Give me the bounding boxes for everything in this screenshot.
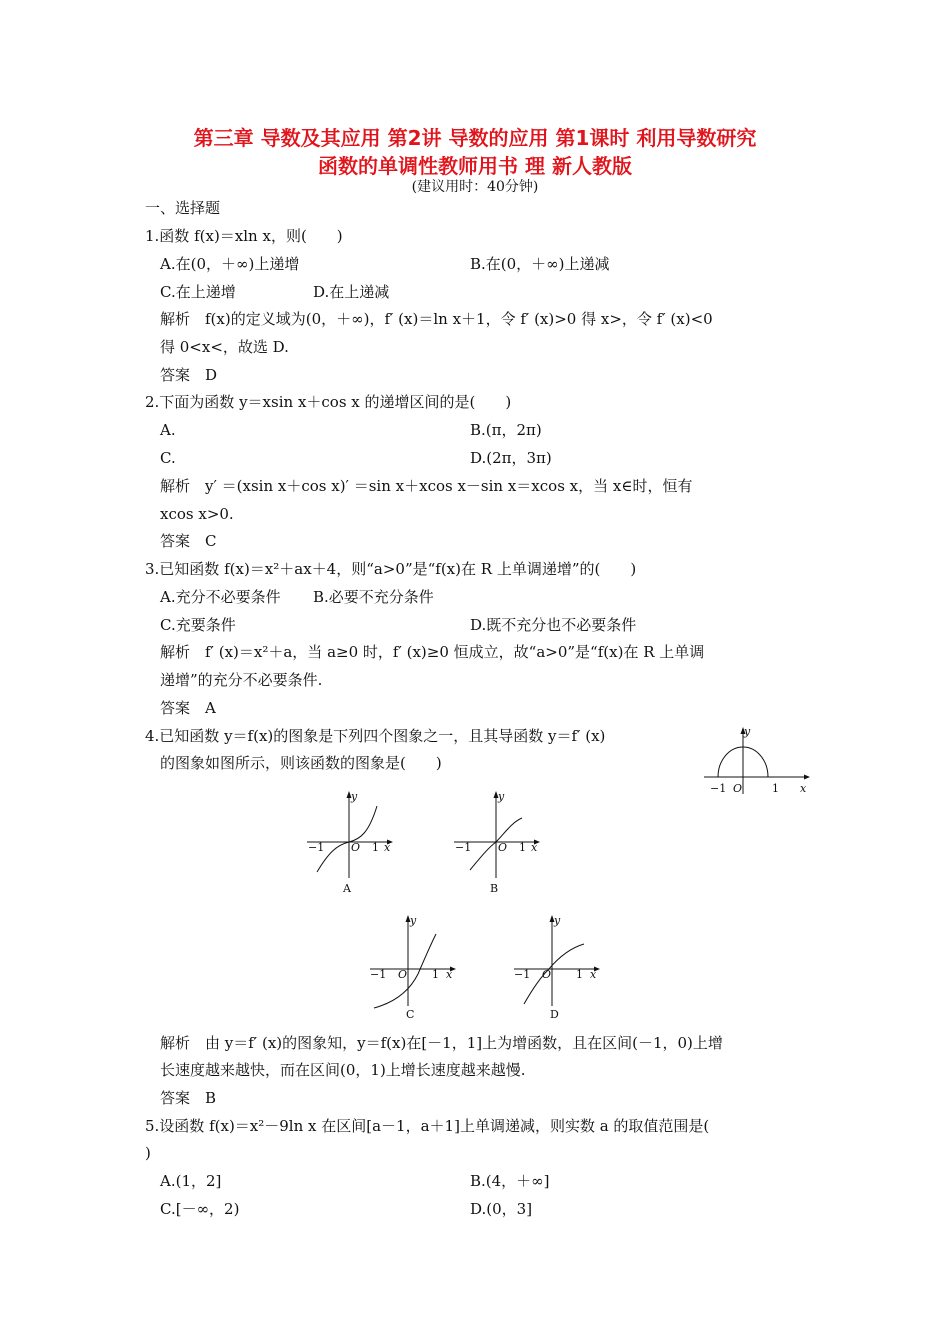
- derivative-origin: O: [733, 782, 743, 795]
- q2-solution-2: xcos x>0.: [160, 505, 234, 523]
- question-5-line-1: 5.设函数 f(x)＝x²－9ln x 在区间[a－1，a＋1]上单调递减，则实数 a 的取值范围是(: [145, 1117, 710, 1135]
- graph-a-caption: A: [343, 882, 351, 895]
- q5-option-c: C.[－∞，2): [160, 1200, 240, 1218]
- graph-c-y-label: y: [410, 914, 417, 927]
- graph-b-tick-neg1: −1: [455, 841, 472, 854]
- section-heading: 一、选择题: [145, 199, 221, 217]
- question-4-line-1: 4.已知函数 y＝f(x)的图象是下列四个图象之一，且其导函数 y＝f′ (x): [145, 727, 606, 745]
- q4-solution-1: 解析 由 y＝f′ (x)的图象知，y＝f(x)在[－1，1]上为增函数，且在区间(－1，0)上增: [160, 1034, 723, 1052]
- q2-option-a: A.: [160, 421, 176, 439]
- q2-option-d: D.(2π，3π): [470, 449, 552, 467]
- graph-a-x-label: x: [384, 841, 391, 854]
- q1-answer: 答案 D: [160, 366, 218, 384]
- q3-solution-2: 递增”的充分不必要条件.: [160, 671, 323, 689]
- graph-c-tick-1: 1: [432, 968, 439, 981]
- graph-a-tick-1: 1: [372, 841, 379, 854]
- derivative-tick-neg1: −1: [710, 782, 727, 795]
- q1-solution-1: 解析 f(x)的定义域为(0，＋∞)，f′ (x)＝ln x＋1，令 f′ (x)>0 得 x>，令 f′ (x)<0: [160, 310, 713, 328]
- graph-a-origin: O: [351, 841, 361, 854]
- title-line-1: 第三章 导数及其应用 第2讲 导数的应用 第1课时 利用导数研究: [193, 126, 757, 150]
- graph-c: [366, 912, 458, 1022]
- graph-c-x-label: x: [446, 968, 453, 981]
- derivative-tick-1: 1: [772, 782, 779, 795]
- question-2: 2.下面为函数 y＝xsin x＋cos x 的递增区间的是( ): [145, 393, 512, 411]
- q3-solution-1: 解析 f′ (x)＝x²＋a，当 a≥0 时，f′ (x)≥0 恒成立，故“a>0”是“f(x)在 R 上单调: [160, 643, 705, 661]
- q5-option-b: B.(4，＋∞]: [470, 1172, 550, 1190]
- graph-c-caption: C: [406, 1008, 415, 1021]
- q3-option-b: B.必要不充分条件: [313, 588, 434, 606]
- question-1: 1.函数 f(x)＝xln x，则( ): [145, 227, 343, 245]
- question-3: 3.已知函数 f(x)＝x²＋ax＋4，则“a>0”是“f(x)在 R 上单调递增”的( ): [145, 560, 637, 578]
- suggested-time: (建议用时：40分钟): [411, 179, 539, 195]
- q4-answer: 答案 B: [160, 1089, 217, 1107]
- q1-option-d: D.在上递减: [313, 283, 390, 301]
- q2-answer: 答案 C: [160, 532, 217, 550]
- title-line-2: 函数的单调性教师用书 理 新人教版: [318, 154, 632, 178]
- derivative-graph: [700, 722, 812, 798]
- graph-b-y-label: y: [498, 790, 505, 803]
- q2-option-b: B.(π，2π): [470, 421, 542, 439]
- q5-option-d: D.(0，3]: [470, 1200, 533, 1218]
- derivative-x-label: x: [800, 782, 807, 795]
- q3-option-a: A.充分不必要条件: [160, 588, 281, 606]
- graph-b-tick-1: 1: [519, 841, 526, 854]
- graph-b-x-label: x: [531, 841, 538, 854]
- graph-c-tick-neg1: −1: [370, 968, 387, 981]
- q5-option-a: A.(1，2]: [160, 1172, 222, 1190]
- graph-c-origin: O: [398, 968, 408, 981]
- graph-a: [303, 788, 395, 896]
- graph-a-tick-neg1: −1: [308, 841, 325, 854]
- q1-option-b: B.在(0，＋∞)上递减: [470, 255, 610, 273]
- question-4-line-2: 的图象如图所示，则该函数的图象是( ): [160, 754, 442, 772]
- graph-b-caption: B: [490, 882, 499, 895]
- graph-d-origin: O: [542, 968, 552, 981]
- q3-answer: 答案 A: [160, 699, 216, 717]
- q4-solution-2: 长速度越来越快，而在区间(0，1)上增长速度越来越慢.: [160, 1061, 526, 1079]
- q2-option-c: C.: [160, 449, 176, 467]
- q3-option-c: C.充要条件: [160, 616, 236, 634]
- graph-d: [510, 912, 602, 1022]
- graph-d-x-label: x: [590, 968, 597, 981]
- q3-option-d: D.既不充分也不必要条件: [470, 616, 637, 634]
- graph-b-origin: O: [498, 841, 508, 854]
- graph-d-caption: D: [550, 1008, 559, 1021]
- graph-a-y-label: y: [351, 790, 358, 803]
- q1-option-c: C.在上递增: [160, 283, 236, 301]
- graph-d-tick-neg1: −1: [514, 968, 531, 981]
- derivative-y-label: y: [744, 725, 751, 738]
- q2-solution-1: 解析 y′ ＝(xsin x＋cos x)′ ＝sin x＋xcos x－sin x＝xcos x，当 x∈时，恒有: [160, 477, 693, 495]
- question-5-line-2: ): [145, 1144, 151, 1162]
- graph-d-y-label: y: [554, 914, 561, 927]
- q1-option-a: A.在(0，＋∞)上递增: [160, 255, 300, 273]
- graph-d-tick-1: 1: [576, 968, 583, 981]
- graph-b: [450, 788, 542, 896]
- q1-solution-2: 得 0<x<，故选 D.: [160, 338, 289, 356]
